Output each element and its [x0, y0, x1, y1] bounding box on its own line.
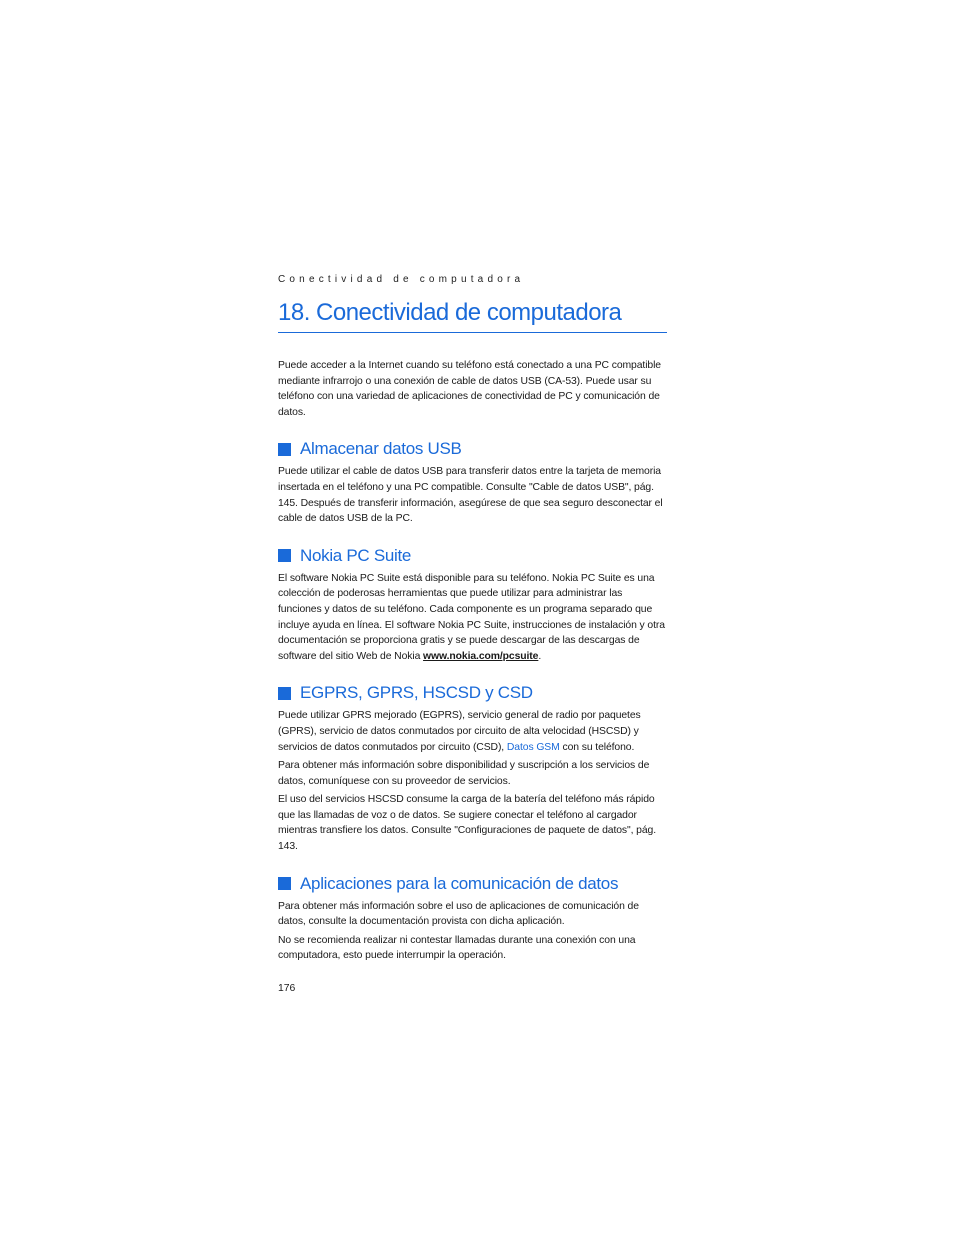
square-bullet-icon	[278, 687, 291, 700]
pc-suite-paragraph	[278, 571, 667, 665]
intro-paragraph: Puede acceder a la Internet cuando su teléfono está conectado a una PC compatible mediante infrarrojo o una conexión de cable de datos USB (CA-53). Puede usar su teléfono con una variedad de aplicaciones de conectividad de PC y comunicación de datos.	[278, 360, 661, 418]
apps-paragraph-2: No se recomienda realizar ni contestar llamadas durante una conexión con una computadora, esto puede interrumpir la operación.	[278, 934, 636, 962]
document-page	[278, 270, 667, 994]
nokia-pcsuite-link[interactable]: www.nokia.com/pcsuite	[423, 650, 539, 662]
egprs-text: Puede utilizar GPRS mejorado (EGPRS), servicio general de radio por paquetes (GPRS), servicio de datos conmutados por circuito de alta velocidad (HSCSD) y servicios de datos conmutados por circuito (CSD),	[278, 710, 641, 753]
section-title: Almacenar datos USB	[300, 439, 462, 459]
pc-suite-text: El software Nokia PC Suite está disponible para su teléfono. Nokia PC Suite es una colección de poderosas herramientas que puede utilizar para administrar las funciones y datos de su teléfono. Cada componente es un programa separado que incluye ayuda en línea. El software Nokia PC Suite, instrucciones de instalación y otra documentación se proporciona gratis y se puede descargar de las descargas de software del sitio Web de Nokia	[278, 572, 665, 662]
egprs-paragraph-1	[278, 708, 667, 755]
square-bullet-icon	[278, 443, 291, 456]
section-heading-usb	[278, 438, 667, 460]
egprs-paragraph-2: Para obtener más información sobre disponibilidad y suscripción a los servicios de datos, comuníquese con su proveedor de servicios.	[278, 760, 650, 787]
section-title: EGPRS, GPRS, HSCSD y CSD	[300, 683, 533, 703]
section-heading-egprs	[278, 682, 667, 704]
section-heading-pc-suite	[278, 545, 667, 567]
usb-paragraph: Puede utilizar el cable de datos USB para transferir datos entre la tarjeta de memoria insertada en el teléfono y una PC compatible. Consulte "Cable de datos USB", pág. 145. Después de transferir información, asegúrese de que sea seguro desconectar el cable de datos USB de la PC.	[278, 466, 663, 525]
square-bullet-icon	[278, 877, 291, 890]
egprs-text-end: con su teléfono.	[559, 741, 635, 753]
chapter-title: 18. Conectividad de computadora	[278, 297, 667, 333]
apps-paragraph-1: Para obtener más información sobre el uso de aplicaciones de comunicación de datos, consulte la documentación provista con dicha aplicación.	[278, 900, 639, 928]
egprs-paragraph-3: El uso del servicios HSCSD consume la carga de la batería del teléfono más rápido que las llamadas de voz o de datos. Se sugiere conectar el teléfono al cargador mientras transfiere los datos. Consulte "Configuraciones de paquete de datos", pág. 143.	[278, 794, 656, 853]
running-header: Conectividad de computadora	[278, 274, 525, 285]
section-title: Aplicaciones para la comunicación de datos	[300, 873, 619, 893]
section-title: Nokia PC Suite	[300, 545, 412, 565]
page-number: 176	[278, 983, 296, 995]
pc-suite-text-end: .	[538, 650, 542, 662]
section-heading-apps	[278, 873, 667, 895]
datos-gsm-link[interactable]: Datos GSM	[506, 741, 560, 753]
square-bullet-icon	[278, 549, 291, 562]
